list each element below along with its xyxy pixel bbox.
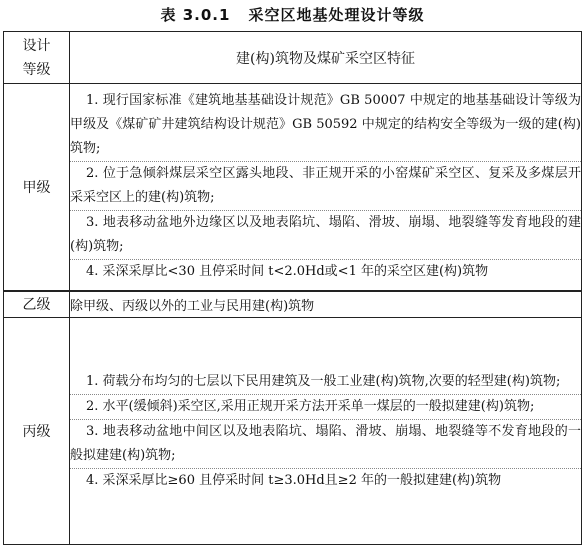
table-row-grade-b [4,291,582,318]
table-number: 表 3.0.1 [160,6,231,24]
header-features-cell: 建(构)筑物及煤矿采空区特征 [70,32,582,84]
grade-c-item-3: 3. 地表移动盆地中间区以及地表陷坑、塌陷、滑坡、崩塌、地裂缝等不发育地段的一般拟建建(构)筑物; [70,419,581,468]
table-caption [0,4,585,25]
grade-a-item-4: 4. 采深采厚比<30 且停采时间 t<2.0Hd或<1 年的采空区建(构)筑物 [70,259,581,284]
design-grade-table [3,31,582,545]
table-title: 采空区地基处理设计等级 [248,6,425,24]
grade-a-item-2: 2. 位于急倾斜煤层采空区露头地段、非正规开采的小窑煤矿采空区、复采及多煤层开采采空区上的建(构)筑物; [70,161,581,210]
grade-b-features: 除甲级、丙级以外的工业与民用建(构)筑物 [70,291,582,318]
table-header-row [4,32,582,84]
grade-c-features [70,318,582,545]
grade-a-features [70,84,582,291]
grade-a-item-3: 3. 地表移动盆地外边缘区以及地表陷坑、塌陷、滑坡、崩塌、地裂缝等发育地段的建(构)筑物; [70,210,581,259]
table-row-grade-c [4,318,582,545]
header-grade-line2: 等级 [22,61,51,78]
grade-c-label: 丙级 [4,318,70,545]
grade-c-item-1: 1. 荷载分布均匀的七层以下民用建筑及一般工业建(构)筑物,次要的轻型建(构)筑物; [86,373,561,389]
grade-a-item-1: 1. 现行国家标准《建筑地基基础设计规范》GB 50007 中规定的地基基础设计等级为甲级及《煤矿矿井建筑结构设计规范》GB 50592 中规定的结构安全等级为一级的建(构)筑物; [70,93,581,157]
table-row-grade-a [4,84,582,291]
header-grade-cell [4,32,70,84]
grade-c-item-2: 2. 水平(缓倾斜)采空区,采用正规开采方法开采单一煤层的一般拟建建(构)筑物; [70,394,581,419]
grade-a-label: 甲级 [4,84,70,291]
grade-b-label: 乙级 [4,291,70,318]
header-grade-line1: 设计 [22,37,51,54]
grade-c-item-4: 4. 采深采厚比≥60 且停采时间 t≥3.0Hd且≥2 年的一般拟建建(构)筑物 [70,468,581,493]
